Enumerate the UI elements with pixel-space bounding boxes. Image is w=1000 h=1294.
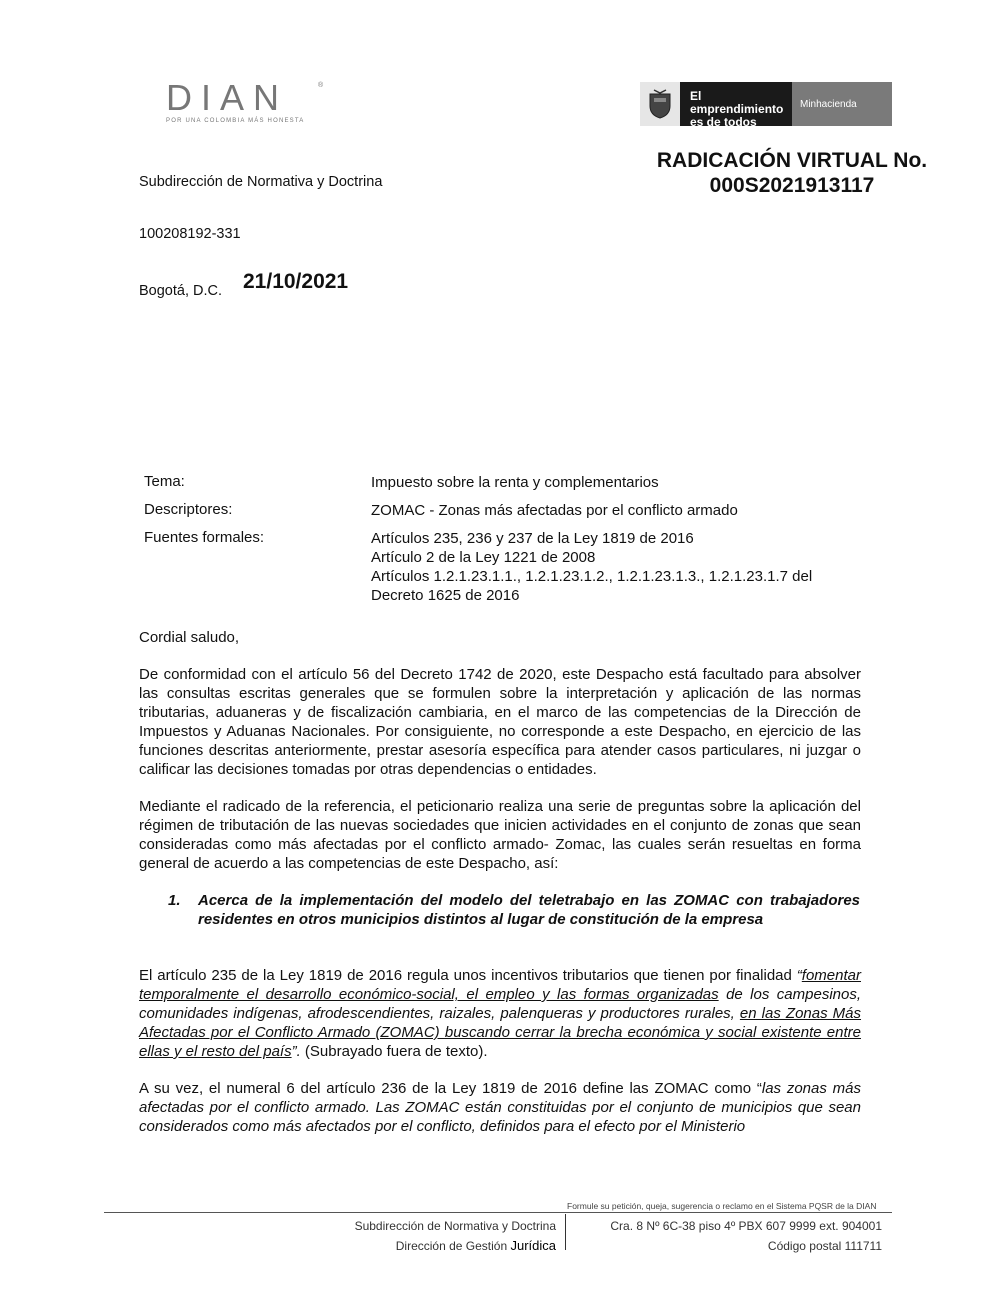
coat-of-arms-icon	[640, 82, 680, 126]
paragraph-competence: De conformidad con el artículo 56 del Decreto 1742 de 2020, este Despacho está facultado para absolver las consultas escritas generales que se formulen sobre la interpretación y aplicación de las normas tributarias, aduaneras y de fiscalización cambiaria, en el marco de las competencias de la Dirección de Impuestos y Aduanas Nacionales. Por consiguiente, no corresponde a este Despacho, en ejercicio de las funciones descritas anteriormente, prestar asesoría específica para atender casos particulares, ni juzgar o calificar las decisiones tomadas por otras dependencias o entidades.	[139, 666, 861, 778]
fuentes-values	[371, 529, 812, 605]
dian-logo-tagline: POR UNA COLOMBIA MÁS HONESTA	[166, 118, 305, 124]
paragraph-article-236	[139, 1079, 861, 1136]
fuentes-item: Artículos 1.2.1.23.1.1., 1.2.1.23.1.2., 1.2.1.23.1.3., 1.2.1.23.1.7 del	[371, 568, 813, 585]
paragraph-article-235	[139, 966, 861, 1061]
p3-italic-1: de los campesinos, comunidades indígenas, afrodescendientes, raizales, palenqueras y productores rurales,	[139, 986, 861, 1022]
footer-pqsr-note: Formule su petición, queja, sugerencia o reclamo en el Sistema PQSR de la DIAN	[567, 1201, 877, 1211]
question-1-text: Acerca de la implementación del modelo del teletrabajo en las ZOMAC con trabajadores residentes en otros municipios distintos al lugar de constitución de la empresa	[198, 892, 860, 928]
footer-separator	[565, 1214, 566, 1250]
footer-office-line1: Subdirección de Normativa y Doctrina	[354, 1219, 556, 1233]
tema-label: Tema:	[144, 473, 185, 490]
descriptores-label: Descriptores:	[144, 501, 233, 518]
paragraph-request: Mediante el radicado de la referencia, el peticionario realiza una serie de preguntas sobre la aplicación del régimen de tributación de las nuevas sociedades que inicien actividades en el conjunto de zonas que sean consideradas como más afectadas por el conflicto armado- Zomac, las cuales serán resueltas en forma general de acuerdo a las competencias de este Despacho, así:	[139, 798, 861, 872]
government-banner	[640, 82, 892, 129]
radicacion-block	[632, 148, 952, 198]
fuentes-item: Artículo 2 de la Ley 1221 de 2008	[371, 549, 596, 566]
greeting: Cordial saludo,	[139, 629, 240, 646]
government-slogan-line1: El emprendimiento	[690, 89, 784, 116]
fuentes-label: Fuentes formales:	[144, 529, 265, 546]
document-date: 21/10/2021	[243, 270, 349, 293]
footer-office-line2b: Jurídica	[510, 1238, 556, 1253]
footer-office	[300, 1216, 556, 1256]
p3-quote-open: “	[796, 967, 802, 984]
p4-intro: A su vez, el numeral 6 del artículo 236 de la Ley 1819 de 2016 define las ZOMAC como “	[139, 1080, 762, 1097]
p4-italic: las zonas más afectadas por el conflicto armado. Las ZOMAC están constituidas por el conjunto de municipios que sean considerados como más afectados por el conflicto, definidos para el efecto por el Ministerio	[139, 1080, 861, 1135]
dian-logo-word: DIAN	[166, 77, 289, 118]
p3-quote-close: ”.	[291, 1043, 301, 1060]
descriptores-value: ZOMAC - Zonas más afectadas por el conflicto armado	[371, 502, 738, 519]
reference-number: 100208192-331	[139, 226, 241, 242]
radicacion-title: RADICACIÓN VIRTUAL No.	[656, 149, 928, 172]
tema-value: Impuesto sobre la renta y complementarios	[371, 474, 659, 491]
footer-address-line1: Cra. 8 Nº 6C-38 piso 4º PBX 607 9999 ext. 904001	[610, 1219, 882, 1233]
footer-office-line2	[300, 1236, 556, 1256]
p3-intro: El artículo 235 de la Ley 1819 de 2016 regula unos incentivos tributarios que tienen por finalidad	[139, 967, 797, 984]
p3-underline-2: en las Zonas Más Afectadas por el Conflicto Armado (ZOMAC) buscando cerrar la brecha económica y social existente entre ellas y el resto del país	[139, 1005, 862, 1060]
footer-postal-code: Código postal 111711	[767, 1239, 882, 1253]
government-slogan	[680, 82, 792, 129]
radicacion-number: 000S2021913117	[709, 174, 875, 197]
ministry-label: Minhacienda	[792, 82, 892, 126]
question-1-number: 1.	[168, 892, 181, 909]
fuentes-item: Artículos 235, 236 y 237 de la Ley 1819 de 2016	[371, 530, 694, 547]
question-1	[168, 891, 860, 929]
footer-divider	[104, 1212, 892, 1213]
government-slogan-line2: es de todos	[690, 115, 757, 129]
office-name: Subdirección de Normativa y Doctrina	[139, 174, 383, 190]
footer-office-line2a: Dirección de Gestión	[395, 1239, 511, 1253]
footer-address	[580, 1216, 882, 1256]
fuentes-item: Decreto 1625 de 2016	[371, 587, 520, 604]
place: Bogotá, D.C.	[139, 283, 223, 299]
dian-logo	[166, 77, 326, 128]
p3-tail: (Subrayado fuera de texto).	[300, 1043, 488, 1060]
p3-underline-1: fomentar temporalmente el desarrollo económico-social, el empleo y las formas organizadas	[139, 967, 861, 1003]
dian-logo-registered-mark: ®	[318, 82, 324, 89]
